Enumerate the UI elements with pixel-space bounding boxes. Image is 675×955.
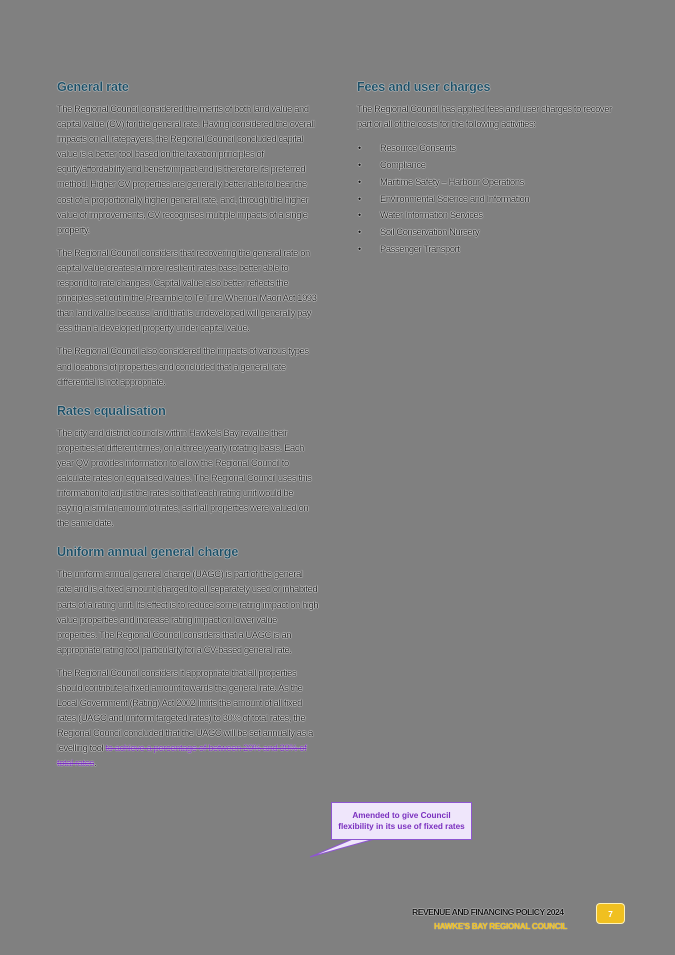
list-item	[357, 241, 617, 258]
bullet-icon: •	[358, 227, 361, 238]
bullet-icon: •	[358, 210, 361, 221]
bullet-icon: •	[358, 243, 361, 254]
section-rates-equalisation	[57, 404, 319, 532]
paragraph-end: .	[93, 758, 97, 769]
list-item	[357, 140, 617, 157]
footer-document-title: REVENUE AND FINANCING POLICY 2024	[412, 907, 564, 917]
list-item	[357, 157, 617, 174]
page-number-badge	[597, 904, 624, 923]
page-number: 7	[608, 908, 613, 919]
callout-text: Amended to give Council flexibility in its use of fixed rates	[338, 810, 465, 831]
paragraph: The uniform annual general charge (UAGC) is part of the general rate and is a fixed amount charged to all separately used or inhabited parts of a rating unit. Its effect is to reduce some rating impact on high value properties and increase rating impact on lower value properties. The Regional Council considers that a UAGC is an appropriate rating tool particularly for a CV-based general rate.	[57, 569, 319, 655]
section-uagc	[57, 545, 319, 771]
bullet-icon: •	[358, 143, 361, 154]
left-column	[57, 80, 319, 786]
heading-general-rate: General rate	[57, 80, 129, 94]
list-item	[357, 207, 617, 224]
bullet-icon: •	[358, 159, 361, 170]
heading-fees-user-charges: Fees and user charges	[357, 80, 491, 94]
list-item	[357, 174, 617, 191]
list-item-label: Resource Consents	[380, 143, 456, 154]
list-item-label: Passenger Transport	[380, 243, 460, 254]
list-item-label: Water Information Services	[380, 210, 483, 221]
heading-uagc: Uniform annual general charge	[57, 545, 239, 560]
heading-rates-equalisation: Rates equalisation	[57, 403, 166, 418]
list-item-label: Compliance	[380, 159, 426, 170]
paragraph: The city and district councils within Hawke's Bay revalue their properties at different times, on a three yearly rotating basis. Each year QV provides information to allow the Regional Council to calculate rates on equalised values. The Regional Council uses this information to adjust the rates so that each rating unit would be paying a similar amount of rates, as if all properties were valued on the same date.	[57, 427, 312, 529]
list-item-label: Environmental Science and Information	[380, 193, 530, 204]
paragraph: The Regional Council considered the merits of both land value and capital value (CV) for the general rate. Having considered the overall impacts on all ratepayers, the Regional Council concluded capital value is a better tool based on the taxation principles of equity/affordability and benefit/impact and is therefore its preferred method. Higher CV properties are generally better able to bear the cost of a proportionally higher general rate, and, through the higher value of improvements, CV recognises multiple impacts of a single property.	[57, 104, 315, 235]
list-item-label: Soil Conservation Nursery	[380, 227, 480, 238]
section-general-rate	[57, 80, 319, 390]
paragraph-text: The Regional Council considers it appropriate that all properties should contribute a fixed amount towards the general rate. As the Local Government (Rating) Act 2002 limits the amount of all fixed rates (UAGC and uniform targeted rates) to 30% of total rates, the Regional Council concluded that the UAGC will be set annually as a levelling tool	[57, 667, 313, 754]
edit-comment-callout[interactable]	[331, 802, 472, 840]
section-fees-user-charges	[357, 80, 617, 258]
list-item-label: Maritime Safety – Harbour Operations	[380, 176, 524, 187]
list-item	[357, 224, 617, 241]
activities-list	[357, 140, 617, 258]
bullet-icon: •	[358, 176, 361, 187]
paragraph: The Regional Council has applied fees and user charges to recover part or all of the costs for the following activities:	[357, 104, 612, 130]
right-column	[357, 80, 617, 272]
list-item	[357, 191, 617, 208]
footer-organisation: HAWKE'S BAY REGIONAL COUNCIL	[434, 922, 568, 931]
bullet-icon: •	[358, 193, 361, 204]
paragraph: The Regional Council considers that recovering the general rate on capital value creates a more resilient rates base better able to respond to rate changes. Capital value also better reflects the principles set out in the Preamble to Te Ture Whenua Māori Act 1993 than land value because land that is undeveloped will generally pay less than a developed property under capital value.	[57, 247, 317, 334]
struck-text: to achieve a percentage of between 20% and 30% of total rates	[57, 743, 307, 769]
paragraph-with-edit	[57, 666, 319, 772]
paragraph: The Regional Council also considered the impacts of various types and locations of properties and concluded that a general rate differential is not appropriate.	[57, 346, 309, 387]
